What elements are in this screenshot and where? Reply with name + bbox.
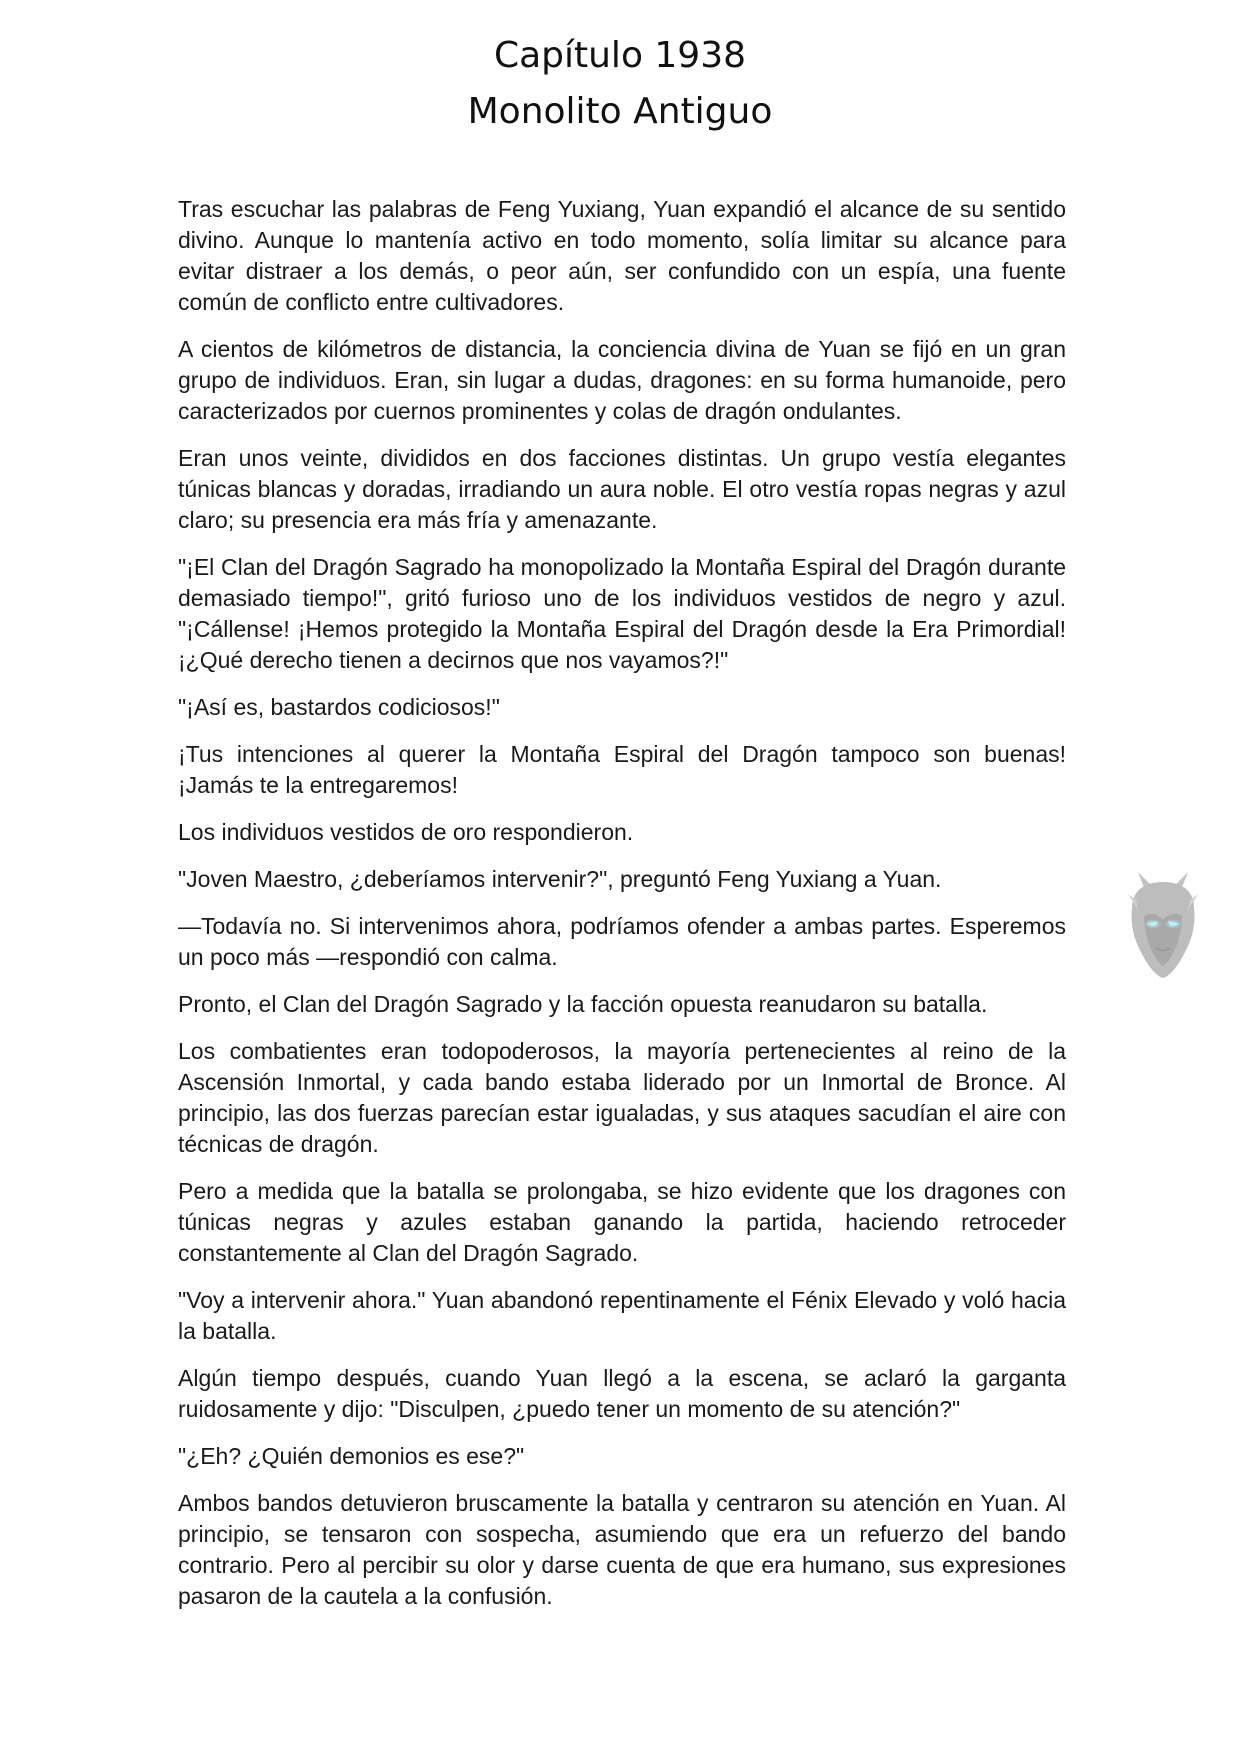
paragraph: Los combatientes eran todopoderosos, la mayoría pertenecientes al reino de la Ascensión Inmortal, y cada bando estaba liderado por un Inmortal de Bronce. Al principio, las dos fuerzas parecían estar igualadas, y sus ataques sacudían el aire con técnicas de dragón.: [178, 1038, 1066, 1157]
paragraph: A cientos de kilómetros de distancia, la conciencia divina de Yuan se fijó en un gran grupo de individuos. Eran, sin lugar a dudas, dragones: en su forma humanoide, pero caracterizados por cuernos prominentes y colas de dragón ondulantes.: [178, 336, 1066, 424]
paragraph: Eran unos veinte, divididos en dos facciones distintas. Un grupo vestía elegantes túnicas blancas y doradas, irradiando un aura noble. El otro vestía ropas negras y azul claro; su presencia era más fría y amenazante.: [178, 445, 1066, 533]
chapter-title: Monolito Antiguo: [467, 91, 773, 132]
paragraph: —Todavía no. Si intervenimos ahora, podríamos ofender a ambas partes. Esperemos un poco más —respondió con calma.: [178, 913, 1066, 970]
paragraph: Ambos bandos detuvieron bruscamente la batalla y centraron su atención en Yuan. Al principio, se tensaron con sospecha, asumiendo que era un refuerzo del bando contrario. Pero al percibir su olor y darse cuenta de que era humano, sus expresiones pasaron de la cautela a la confusión.: [178, 1490, 1066, 1609]
chapter-body: [178, 194, 1066, 1628]
paragraph: "¡Así es, bastardos codiciosos!": [178, 694, 500, 720]
demon-head-logo-icon: [1118, 858, 1208, 988]
paragraph: Tras escuchar las palabras de Feng Yuxiang, Yuan expandió el alcance de su sentido divino. Aunque lo mantenía activo en todo momento, solía limitar su alcance para evitar distraer a los demás, o peor aún, ser confundido con un espía, una fuente común de conflicto entre cultivadores.: [178, 196, 1066, 315]
paragraph: "¿Eh? ¿Quién demonios es ese?": [178, 1443, 525, 1469]
paragraph: "Voy a intervenir ahora." Yuan abandonó repentinamente el Fénix Elevado y voló hacia la batalla.: [178, 1287, 1066, 1344]
chapter-heading: [0, 28, 1240, 140]
paragraph: "Joven Maestro, ¿deberíamos intervenir?", preguntó Feng Yuxiang a Yuan.: [178, 866, 942, 892]
paragraph: Pero a medida que la batalla se prolongaba, se hizo evidente que los dragones con túnicas negras y azules estaban ganando la partida, haciendo retroceder constantemente al Clan del Dragón Sagrado.: [178, 1178, 1066, 1266]
paragraph: Algún tiempo después, cuando Yuan llegó a la escena, se aclaró la garganta ruidosamente y dijo: "Disculpen, ¿puedo tener un momento de su atención?": [178, 1365, 1066, 1422]
paragraph: ¡Tus intenciones al querer la Montaña Espiral del Dragón tampoco son buenas! ¡Jamás te la entregaremos!: [178, 741, 1066, 798]
paragraph: Los individuos vestidos de oro respondieron.: [178, 819, 634, 845]
chapter-number: Capítulo 1938: [493, 35, 747, 76]
paragraph: Pronto, el Clan del Dragón Sagrado y la facción opuesta reanudaron su batalla.: [178, 991, 988, 1017]
paragraph: "¡El Clan del Dragón Sagrado ha monopolizado la Montaña Espiral del Dragón durante demasiado tiempo!", gritó furioso uno de los individuos vestidos de negro y azul. "¡Cállense! ¡Hemos protegido la Montaña Espiral del Dragón desde la Era Primordial! ¡¿Qué derecho tienen a decirnos que nos vayamos?!": [178, 554, 1066, 673]
